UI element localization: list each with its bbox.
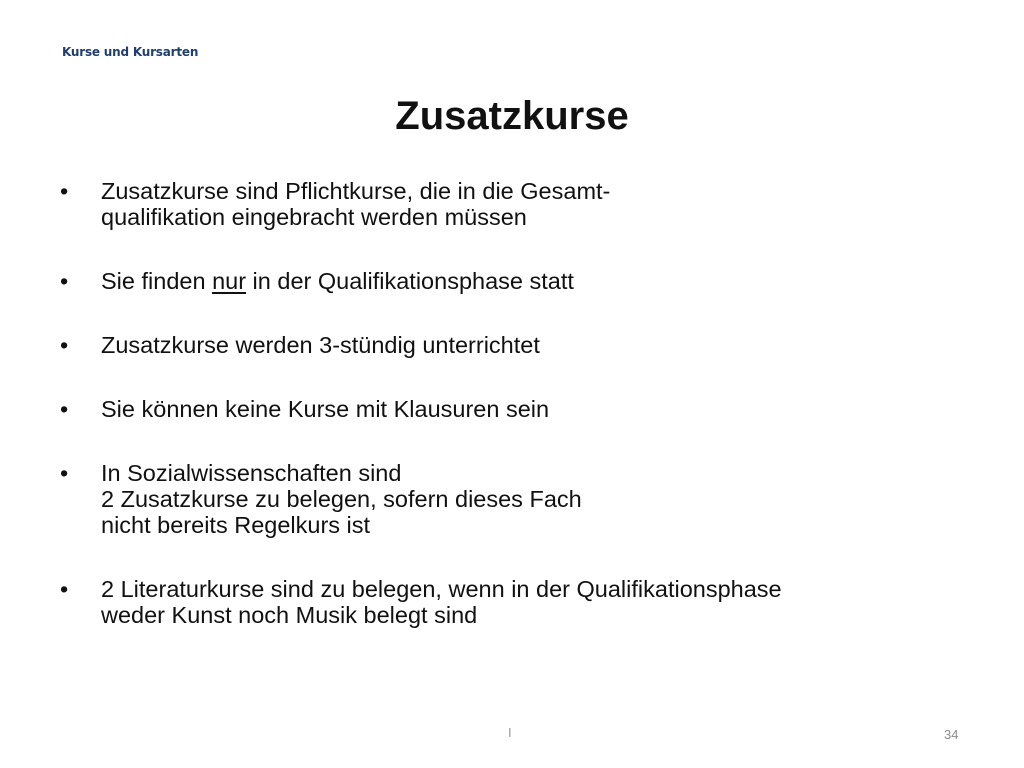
bullet-text-line: Zusatzkurse sind Pflichtkurse, die in die Gesamt-	[101, 178, 611, 204]
bullet-text-after: in der Qualifikationsphase statt	[246, 268, 574, 294]
bullet-dot: •	[60, 576, 69, 602]
bullet-dot: •	[60, 178, 69, 204]
bullet-item	[60, 576, 960, 628]
bullet-dot: •	[60, 460, 69, 486]
bullet-text-line: Sie können keine Kurse mit Klausuren sein	[101, 396, 550, 422]
section-label: Kurse und Kursarten	[62, 45, 199, 59]
bullet-text-line: weder Kunst noch Musik belegt sind	[101, 602, 478, 628]
bullet-item	[60, 396, 960, 422]
slide-title: Zusatzkurse	[395, 94, 629, 138]
bullet-dot: •	[60, 396, 69, 422]
emphasis-underlined: nur	[212, 268, 247, 294]
bullet-text-line: Zusatzkurse werden 3-stündig unterrichtet	[101, 332, 540, 358]
bullet-text-line	[101, 268, 960, 294]
bullet-dot: •	[60, 332, 69, 358]
bullet-item	[60, 460, 960, 538]
bullet-text-line: 2 Literaturkurse sind zu belegen, wenn in der Qualifikationsphase	[101, 576, 782, 602]
bullet-item	[60, 178, 960, 230]
bullet-list	[60, 178, 960, 666]
bullet-text-before: Sie finden	[101, 268, 213, 294]
footer-mark: I	[508, 725, 512, 740]
page-number: 34	[944, 727, 959, 742]
bullet-text-line: qualifikation eingebracht werden müssen	[101, 204, 527, 230]
bullet-item	[60, 268, 960, 294]
bullet-text-line: 2 Zusatzkurse zu belegen, sofern dieses Fach	[101, 486, 582, 512]
bullet-dot: •	[60, 268, 69, 294]
bullet-item	[60, 332, 960, 358]
bullet-text-line: nicht bereits Regelkurs ist	[101, 512, 371, 538]
bullet-text-line: In Sozialwissenschaften sind	[101, 460, 402, 486]
